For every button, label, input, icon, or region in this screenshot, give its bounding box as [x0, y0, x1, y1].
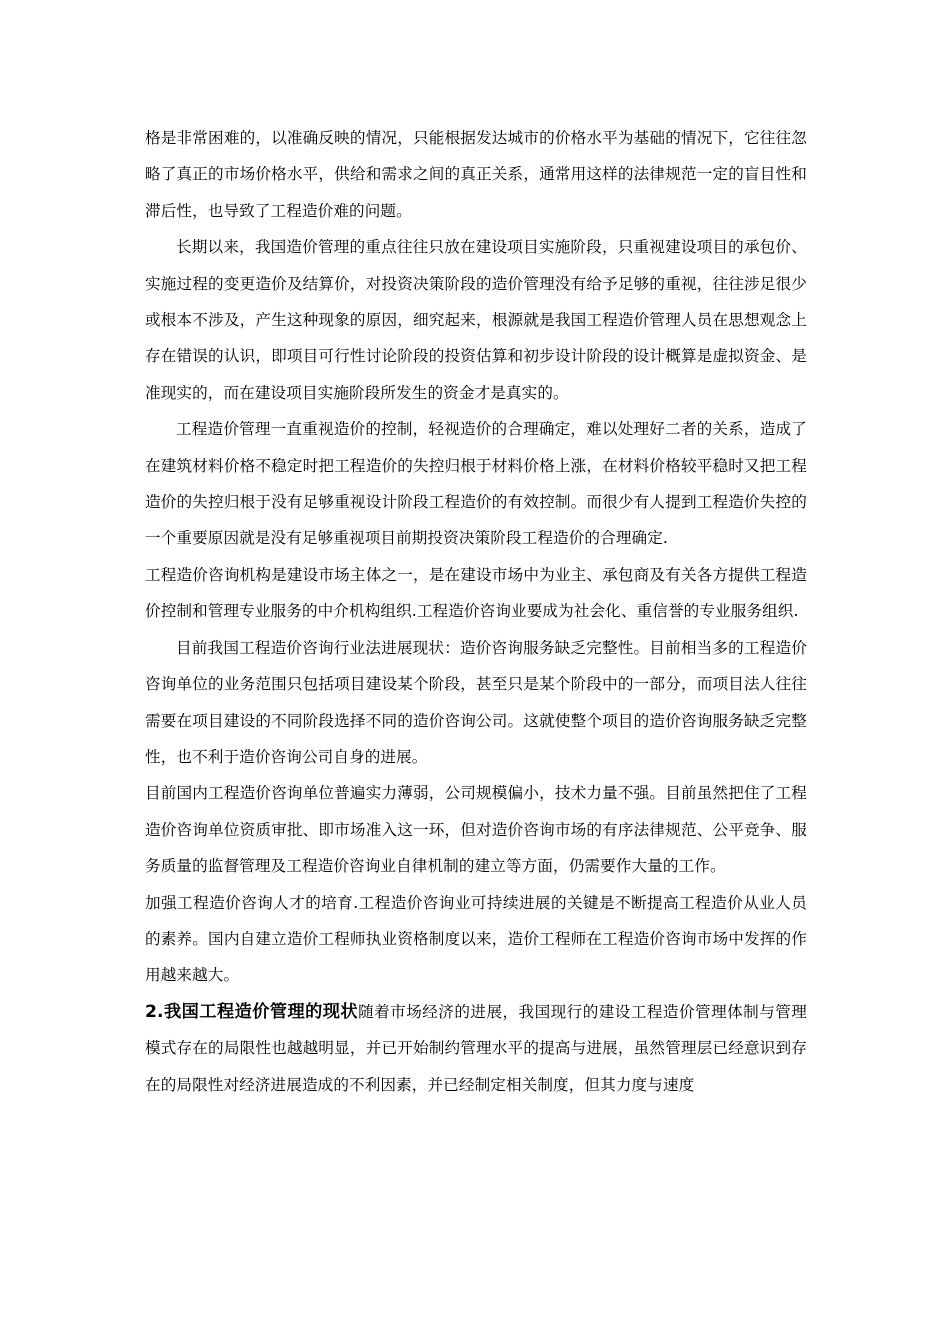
- paragraph: 目前国内工程造价咨询单位普遍实力薄弱，公司规模偏小，技术力量不强。目前虽然把住了工程造价咨询单位资质审批、即市场准入这一环，但对造价咨询市场的有序法律规范、公平竞争、服务质量的监督管理及工程造价咨询业自律机制的建立等方面，仍需要作大量的工作。: [145, 784, 807, 876]
- section-paragraph: [145, 994, 807, 1103]
- section-text: 随着市场经济的进展，我国现行的建设工程造价管理体制与管理模式存在的局限性也越越明显，并已开始制约管理水平的提高与进展，虽然管理层已经意识到存在的局限性对经济进展造成的不利因素，并已经制定相关制度，但其力度与速度: [145, 1002, 807, 1094]
- paragraph: 格是非常困难的，以准确反映的情况，只能根据发达城市的价格水平为基础的情况下，它往往忽略了真正的市场价格水平，供给和需求之间的真正关系，通常用这样的法律规范一定的盲目性和滞后性，也导致了工程造价难的问题。: [145, 129, 807, 220]
- section-heading: 2.我国工程造价管理的现状: [145, 1001, 359, 1022]
- paragraph: 加强工程造价咨询人才的培育.工程造价咨询业可持续进展的关键是不断提高工程造价从业人员的素养。国内自建立造价工程师执业资格制度以来，造价工程师在工程造价咨询市场中发挥的作用越来越大。: [145, 893, 807, 985]
- paragraph: 工程造价管理一直重视造价的控制，轻视造价的合理确定，难以处理好二者的关系，造成了在建筑材料价格不稳定时把工程造价的失控归根于材料价格上涨，在材料价格较平稳时又把工程造价的失控归根于没有足够重视设计阶段工程造价的有效控制。而很少有人提到工程造价失控的一个重要原因就是没有足够重视项目前期投资决策阶段工程造价的合理确定.: [145, 420, 807, 548]
- document-body: [145, 120, 807, 1103]
- paragraph: 工程造价咨询机构是建设市场主体之一，是在建设市场中为业主、承包商及有关各方提供工程造价控制和管理专业服务的中介机构组织.工程造价咨询业要成为社会化、重信誉的专业服务组织.: [145, 565, 807, 621]
- paragraph: 长期以来，我国造价管理的重点往往只放在建设项目实施阶段，只重视建设项目的承包价、实施过程的变更造价及结算价，对投资决策阶段的造价管理没有给予足够的重视，往往涉足很少或根本不涉及，产生这种现象的原因，细究起来，根源就是我国工程造价管理人员在思想观念上存在错误的认识，即项目可行性讨论阶段的投资估算和初步设计阶段的设计概算是虚拟资金、是准现实的，而在建设项目实施阶段所发生的资金才是真实的。: [145, 238, 807, 402]
- paragraph: 目前我国工程造价咨询行业法进展现状：造价咨询服务缺乏完整性。目前相当多的工程造价咨询单位的业务范围只包括项目建设某个阶段，甚至只是某个阶段中的一部分，而项目法人往往需要在项目建设的不同阶段选择不同的造价咨询公司。这就使整个项目的造价咨询服务缺乏完整性，也不利于造价咨询公司自身的进展。: [145, 638, 807, 766]
